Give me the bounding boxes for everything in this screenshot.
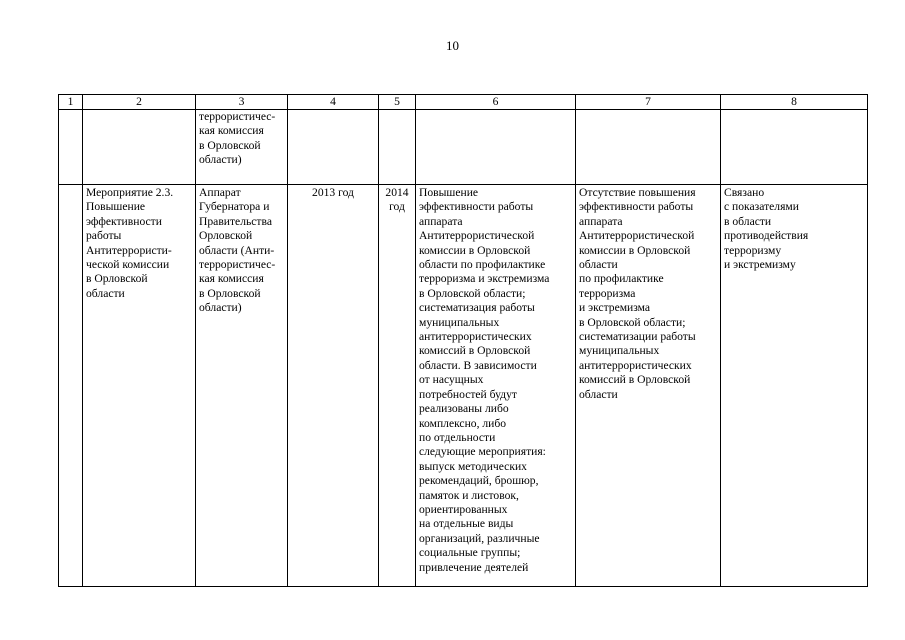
table-cell (288, 110, 379, 185)
indicators-link-cell: Связано с показателями в области противодействия терроризму и экстремизму (721, 185, 868, 587)
consequences-cell: Отсутствие повышения эффективности работы аппарата Антитеррористической комиссии в Орловской области по профилактике терроризма и экстремизма в Орловской области; систематизации работы муниципальных антитеррористических комиссий в Орловской области (576, 185, 721, 587)
table-cell (379, 110, 416, 185)
column-number-row (59, 95, 868, 110)
row-number-cell (59, 185, 83, 587)
start-year-cell: 2013 год (288, 185, 379, 587)
page-number: 10 (446, 38, 459, 53)
end-year-cell: 2014 год (379, 185, 416, 587)
column-number-header: 8 (721, 95, 868, 110)
expected-result-cell: Повышение эффективности работы аппарата Антитеррористической комиссии в Орловской области по профилактике терроризма и экстремизма в Орловской области; систематизация работы муниципальных антитеррористических комиссий в Орловской области. В зависимости от насущных потребностей будут реализованы либо комплексно, либо по отдельности следующие мероприятия: выпуск методических рекомендаций, брошюр, памяток и листовок, ориентированных на отдельные виды организаций, различные социальные группы; привлечение деятелей (416, 185, 576, 587)
table-cell (576, 110, 721, 185)
column-number-header: 3 (196, 95, 288, 110)
responsible-executor-cell: террористичес- кая комиссия в Орловской области) (196, 110, 288, 185)
table-cell (83, 110, 196, 185)
column-number-header: 2 (83, 95, 196, 110)
column-number-header: 1 (59, 95, 83, 110)
table-row-measure-2-3 (59, 185, 868, 587)
column-number-header: 7 (576, 95, 721, 110)
measures-table (58, 94, 868, 587)
column-number-header: 6 (416, 95, 576, 110)
table-cell (721, 110, 868, 185)
responsible-executor-cell: Аппарат Губернатора и Правительства Орловской области (Анти- террористичес- кая комиссия в Орловской области) (196, 185, 288, 587)
table-row-continuation (59, 110, 868, 185)
table-cell (416, 110, 576, 185)
column-number-header: 5 (379, 95, 416, 110)
measure-name-cell: Мероприятие 2.3. Повышение эффективности работы Антитеррористи- ческой комиссии в Орловской области (83, 185, 196, 587)
table-cell (59, 110, 83, 185)
column-number-header: 4 (288, 95, 379, 110)
